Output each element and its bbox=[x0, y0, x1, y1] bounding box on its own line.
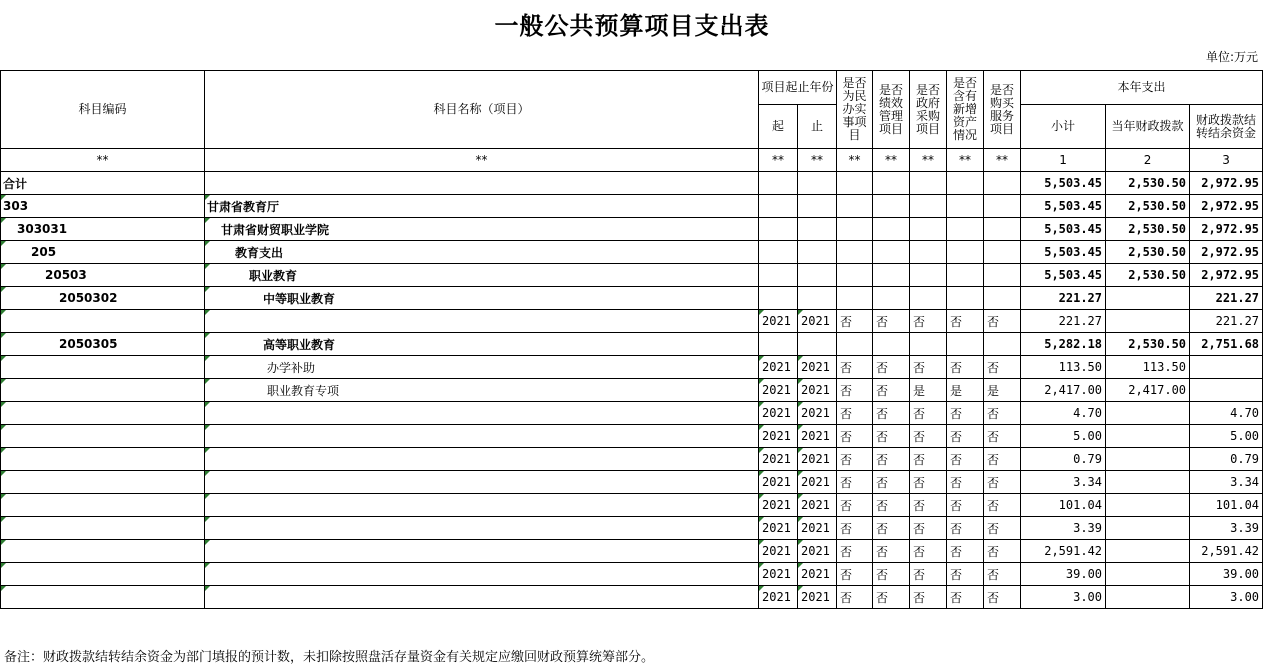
row-jixiao-flag: 否 bbox=[873, 586, 910, 609]
header-start: 起 bbox=[759, 105, 798, 149]
row-zichan-flag: 是 bbox=[947, 379, 984, 402]
row-code: 205 bbox=[1, 241, 205, 264]
row-minsheng-flag: 否 bbox=[837, 540, 873, 563]
row-caigou-flag: 否 bbox=[910, 471, 947, 494]
row-name bbox=[205, 172, 759, 195]
row-end-year: 2021 bbox=[798, 448, 837, 471]
row-fuwu-flag bbox=[984, 172, 1021, 195]
row-end-year: 2021 bbox=[798, 471, 837, 494]
header-subtotal: 小计 bbox=[1021, 105, 1106, 149]
row-fiscal bbox=[1106, 586, 1190, 609]
row-caigou-flag bbox=[910, 264, 947, 287]
row-fuwu-flag: 是 bbox=[984, 379, 1021, 402]
row-minsheng-flag: 否 bbox=[837, 425, 873, 448]
row-code bbox=[1, 563, 205, 586]
table-row bbox=[1, 402, 1263, 425]
row-fiscal: 2,417.00 bbox=[1106, 379, 1190, 402]
table-row bbox=[1, 287, 1263, 310]
row-name bbox=[205, 310, 759, 333]
row-jixiao-flag: 否 bbox=[873, 310, 910, 333]
row-jixiao-flag: 否 bbox=[873, 402, 910, 425]
row-zichan-flag: 否 bbox=[947, 448, 984, 471]
row-minsheng-flag bbox=[837, 264, 873, 287]
row-end-year: 2021 bbox=[798, 563, 837, 586]
row-caigou-flag: 是 bbox=[910, 379, 947, 402]
row-caigou-flag: 否 bbox=[910, 517, 947, 540]
column-number-3: 3 bbox=[1190, 149, 1263, 172]
row-caigou-flag bbox=[910, 172, 947, 195]
row-carry: 0.79 bbox=[1190, 448, 1263, 471]
row-caigou-flag: 否 bbox=[910, 402, 947, 425]
row-carry: 221.27 bbox=[1190, 310, 1263, 333]
row-name bbox=[205, 540, 759, 563]
row-carry: 2,591.42 bbox=[1190, 540, 1263, 563]
star-cell: ** bbox=[910, 149, 947, 172]
row-fiscal bbox=[1106, 448, 1190, 471]
row-start-year bbox=[759, 333, 798, 356]
row-zichan-flag: 否 bbox=[947, 471, 984, 494]
row-fuwu-flag: 否 bbox=[984, 494, 1021, 517]
row-start-year: 2021 bbox=[759, 586, 798, 609]
row-fuwu-flag: 否 bbox=[984, 310, 1021, 333]
row-code: 303 bbox=[1, 195, 205, 218]
row-fuwu-flag bbox=[984, 333, 1021, 356]
column-number-2: 2 bbox=[1106, 149, 1190, 172]
row-code: 2050305 bbox=[1, 333, 205, 356]
row-start-year: 2021 bbox=[759, 356, 798, 379]
row-caigou-flag bbox=[910, 287, 947, 310]
row-code bbox=[1, 402, 205, 425]
row-code bbox=[1, 540, 205, 563]
table-row bbox=[1, 241, 1263, 264]
row-zichan-flag: 否 bbox=[947, 425, 984, 448]
row-zichan-flag bbox=[947, 241, 984, 264]
row-code bbox=[1, 310, 205, 333]
table-row bbox=[1, 333, 1263, 356]
row-minsheng-flag bbox=[837, 287, 873, 310]
row-end-year bbox=[798, 218, 837, 241]
row-caigou-flag bbox=[910, 218, 947, 241]
row-jixiao-flag: 否 bbox=[873, 494, 910, 517]
row-jixiao-flag bbox=[873, 287, 910, 310]
header-years: 项目起止年份 bbox=[759, 71, 837, 105]
star-cell: ** bbox=[1, 149, 205, 172]
row-jixiao-flag: 否 bbox=[873, 540, 910, 563]
row-start-year: 2021 bbox=[759, 310, 798, 333]
row-jixiao-flag bbox=[873, 172, 910, 195]
row-caigou-flag bbox=[910, 333, 947, 356]
column-number-1: 1 bbox=[1021, 149, 1106, 172]
row-fuwu-flag bbox=[984, 218, 1021, 241]
row-carry: 2,751.68 bbox=[1190, 333, 1263, 356]
row-start-year: 2021 bbox=[759, 425, 798, 448]
row-end-year bbox=[798, 287, 837, 310]
row-carry: 2,972.95 bbox=[1190, 172, 1263, 195]
row-start-year: 2021 bbox=[759, 563, 798, 586]
row-start-year: 2021 bbox=[759, 471, 798, 494]
row-end-year bbox=[798, 195, 837, 218]
row-name bbox=[205, 517, 759, 540]
row-subtotal: 5,503.45 bbox=[1021, 264, 1106, 287]
row-name bbox=[205, 425, 759, 448]
row-fuwu-flag: 否 bbox=[984, 540, 1021, 563]
row-fiscal bbox=[1106, 402, 1190, 425]
table-row bbox=[1, 471, 1263, 494]
page-title: 一般公共预算项目支出表 bbox=[494, 11, 770, 40]
row-code bbox=[1, 517, 205, 540]
row-zichan-flag bbox=[947, 195, 984, 218]
row-fiscal bbox=[1106, 517, 1190, 540]
row-subtotal: 5,503.45 bbox=[1021, 241, 1106, 264]
row-fiscal bbox=[1106, 563, 1190, 586]
row-caigou-flag: 否 bbox=[910, 540, 947, 563]
row-fiscal: 113.50 bbox=[1106, 356, 1190, 379]
star-cell: ** bbox=[798, 149, 837, 172]
row-minsheng-flag: 否 bbox=[837, 402, 873, 425]
row-fuwu-flag bbox=[984, 241, 1021, 264]
row-code bbox=[1, 448, 205, 471]
row-end-year: 2021 bbox=[798, 425, 837, 448]
row-name: 教育支出 bbox=[205, 241, 759, 264]
row-end-year: 2021 bbox=[798, 402, 837, 425]
row-fiscal bbox=[1106, 287, 1190, 310]
row-start-year bbox=[759, 287, 798, 310]
row-jixiao-flag bbox=[873, 241, 910, 264]
row-subtotal: 2,591.42 bbox=[1021, 540, 1106, 563]
row-fiscal bbox=[1106, 425, 1190, 448]
row-zichan-flag bbox=[947, 264, 984, 287]
row-name: 高等职业教育 bbox=[205, 333, 759, 356]
row-jixiao-flag: 否 bbox=[873, 356, 910, 379]
row-start-year: 2021 bbox=[759, 494, 798, 517]
row-subtotal: 39.00 bbox=[1021, 563, 1106, 586]
row-fuwu-flag: 否 bbox=[984, 586, 1021, 609]
row-fiscal bbox=[1106, 540, 1190, 563]
row-end-year: 2021 bbox=[798, 517, 837, 540]
row-jixiao-flag bbox=[873, 333, 910, 356]
row-name bbox=[205, 448, 759, 471]
row-fuwu-flag: 否 bbox=[984, 563, 1021, 586]
table-row bbox=[1, 379, 1263, 402]
row-fiscal: 2,530.50 bbox=[1106, 172, 1190, 195]
row-start-year bbox=[759, 264, 798, 287]
table-row bbox=[1, 218, 1263, 241]
row-code: 合计 bbox=[1, 172, 205, 195]
row-end-year: 2021 bbox=[798, 379, 837, 402]
row-subtotal: 5,503.45 bbox=[1021, 218, 1106, 241]
row-caigou-flag bbox=[910, 195, 947, 218]
row-end-year bbox=[798, 264, 837, 287]
row-caigou-flag: 否 bbox=[910, 310, 947, 333]
row-subtotal: 113.50 bbox=[1021, 356, 1106, 379]
row-fuwu-flag bbox=[984, 195, 1021, 218]
table-row bbox=[1, 425, 1263, 448]
header-code: 科目编码 bbox=[1, 71, 205, 149]
row-zichan-flag: 否 bbox=[947, 517, 984, 540]
row-carry: 3.39 bbox=[1190, 517, 1263, 540]
row-zichan-flag bbox=[947, 172, 984, 195]
row-fuwu-flag: 否 bbox=[984, 425, 1021, 448]
row-zichan-flag: 否 bbox=[947, 310, 984, 333]
table-row bbox=[1, 494, 1263, 517]
row-subtotal: 3.39 bbox=[1021, 517, 1106, 540]
row-end-year: 2021 bbox=[798, 586, 837, 609]
row-name: 职业教育专项 bbox=[205, 379, 759, 402]
row-fuwu-flag bbox=[984, 264, 1021, 287]
row-fiscal: 2,530.50 bbox=[1106, 195, 1190, 218]
row-carry: 3.34 bbox=[1190, 471, 1263, 494]
row-jixiao-flag: 否 bbox=[873, 379, 910, 402]
star-cell: ** bbox=[759, 149, 798, 172]
row-code: 20503 bbox=[1, 264, 205, 287]
row-code bbox=[1, 425, 205, 448]
row-end-year bbox=[798, 333, 837, 356]
row-subtotal: 3.00 bbox=[1021, 586, 1106, 609]
header-caigou: 是否政府采购项目 bbox=[910, 71, 947, 149]
row-carry: 2,972.95 bbox=[1190, 218, 1263, 241]
row-fuwu-flag: 否 bbox=[984, 356, 1021, 379]
row-start-year: 2021 bbox=[759, 448, 798, 471]
row-name: 办学补助 bbox=[205, 356, 759, 379]
row-subtotal: 3.34 bbox=[1021, 471, 1106, 494]
row-subtotal: 5,503.45 bbox=[1021, 172, 1106, 195]
row-caigou-flag: 否 bbox=[910, 563, 947, 586]
row-subtotal: 221.27 bbox=[1021, 287, 1106, 310]
table-row bbox=[1, 586, 1263, 609]
row-start-year: 2021 bbox=[759, 517, 798, 540]
row-minsheng-flag bbox=[837, 241, 873, 264]
row-carry bbox=[1190, 379, 1263, 402]
row-subtotal: 2,417.00 bbox=[1021, 379, 1106, 402]
row-carry: 3.00 bbox=[1190, 586, 1263, 609]
row-fiscal bbox=[1106, 471, 1190, 494]
row-code: 303031 bbox=[1, 218, 205, 241]
row-zichan-flag bbox=[947, 218, 984, 241]
row-carry: 2,972.95 bbox=[1190, 195, 1263, 218]
row-fiscal: 2,530.50 bbox=[1106, 264, 1190, 287]
row-start-year: 2021 bbox=[759, 402, 798, 425]
row-fuwu-flag: 否 bbox=[984, 402, 1021, 425]
row-name: 甘肃省财贸职业学院 bbox=[205, 218, 759, 241]
star-cell: ** bbox=[984, 149, 1021, 172]
row-start-year bbox=[759, 218, 798, 241]
row-name bbox=[205, 494, 759, 517]
row-minsheng-flag bbox=[837, 195, 873, 218]
row-carry: 5.00 bbox=[1190, 425, 1263, 448]
row-caigou-flag: 否 bbox=[910, 425, 947, 448]
row-fuwu-flag bbox=[984, 287, 1021, 310]
table-row bbox=[1, 310, 1263, 333]
row-caigou-flag: 否 bbox=[910, 448, 947, 471]
row-name: 中等职业教育 bbox=[205, 287, 759, 310]
row-jixiao-flag: 否 bbox=[873, 425, 910, 448]
header-zichan: 是否含有新增资产情况 bbox=[947, 71, 984, 149]
row-minsheng-flag bbox=[837, 218, 873, 241]
table-row bbox=[1, 563, 1263, 586]
row-caigou-flag: 否 bbox=[910, 586, 947, 609]
row-jixiao-flag bbox=[873, 218, 910, 241]
row-minsheng-flag: 否 bbox=[837, 494, 873, 517]
row-zichan-flag: 否 bbox=[947, 356, 984, 379]
row-fuwu-flag: 否 bbox=[984, 448, 1021, 471]
row-code bbox=[1, 379, 205, 402]
table-row bbox=[1, 448, 1263, 471]
row-minsheng-flag: 否 bbox=[837, 517, 873, 540]
star-cell: ** bbox=[947, 149, 984, 172]
row-fiscal bbox=[1106, 310, 1190, 333]
row-zichan-flag bbox=[947, 333, 984, 356]
row-name: 甘肃省教育厅 bbox=[205, 195, 759, 218]
table-row bbox=[1, 264, 1263, 287]
row-code bbox=[1, 471, 205, 494]
row-code bbox=[1, 494, 205, 517]
row-minsheng-flag: 否 bbox=[837, 448, 873, 471]
row-end-year: 2021 bbox=[798, 356, 837, 379]
table-row bbox=[1, 540, 1263, 563]
row-minsheng-flag bbox=[837, 172, 873, 195]
row-zichan-flag: 否 bbox=[947, 540, 984, 563]
row-subtotal: 5.00 bbox=[1021, 425, 1106, 448]
row-carry: 101.04 bbox=[1190, 494, 1263, 517]
row-code: 2050302 bbox=[1, 287, 205, 310]
header-carry: 财政拨款结转结余资金 bbox=[1190, 105, 1263, 149]
table-row bbox=[1, 356, 1263, 379]
row-start-year bbox=[759, 195, 798, 218]
row-caigou-flag: 否 bbox=[910, 356, 947, 379]
row-minsheng-flag: 否 bbox=[837, 356, 873, 379]
table-row bbox=[1, 195, 1263, 218]
row-jixiao-flag: 否 bbox=[873, 471, 910, 494]
row-end-year bbox=[798, 241, 837, 264]
header-end: 止 bbox=[798, 105, 837, 149]
row-minsheng-flag: 否 bbox=[837, 563, 873, 586]
footnote: 备注：财政拨款结转结余资金为部门填报的预计数，未扣除按照盘活存量资金有关规定应缴回财政预算统筹部分。 bbox=[4, 650, 655, 665]
row-jixiao-flag: 否 bbox=[873, 448, 910, 471]
row-start-year: 2021 bbox=[759, 540, 798, 563]
row-end-year: 2021 bbox=[798, 494, 837, 517]
row-start-year: 2021 bbox=[759, 379, 798, 402]
row-carry: 4.70 bbox=[1190, 402, 1263, 425]
expenditure-table bbox=[0, 70, 1263, 609]
row-name bbox=[205, 402, 759, 425]
row-subtotal: 5,503.45 bbox=[1021, 195, 1106, 218]
row-jixiao-flag bbox=[873, 195, 910, 218]
row-code bbox=[1, 586, 205, 609]
row-jixiao-flag: 否 bbox=[873, 563, 910, 586]
row-carry: 221.27 bbox=[1190, 287, 1263, 310]
header-fiscal: 当年财政拨款 bbox=[1106, 105, 1190, 149]
table-row bbox=[1, 172, 1263, 195]
row-minsheng-flag: 否 bbox=[837, 471, 873, 494]
row-caigou-flag: 否 bbox=[910, 494, 947, 517]
row-end-year: 2021 bbox=[798, 310, 837, 333]
row-carry: 2,972.95 bbox=[1190, 264, 1263, 287]
row-subtotal: 221.27 bbox=[1021, 310, 1106, 333]
row-subtotal: 5,282.18 bbox=[1021, 333, 1106, 356]
row-end-year: 2021 bbox=[798, 540, 837, 563]
row-code bbox=[1, 356, 205, 379]
row-zichan-flag: 否 bbox=[947, 402, 984, 425]
header-fuwu: 是否购买服务项目 bbox=[984, 71, 1021, 149]
row-carry: 2,972.95 bbox=[1190, 241, 1263, 264]
row-fiscal: 2,530.50 bbox=[1106, 218, 1190, 241]
row-name bbox=[205, 471, 759, 494]
star-cell: ** bbox=[837, 149, 873, 172]
header-jixiao: 是否绩效管理项目 bbox=[873, 71, 910, 149]
row-name: 职业教育 bbox=[205, 264, 759, 287]
row-end-year bbox=[798, 172, 837, 195]
row-fiscal bbox=[1106, 494, 1190, 517]
unit-label: 单位:万元 bbox=[1205, 50, 1258, 64]
row-minsheng-flag: 否 bbox=[837, 586, 873, 609]
row-jixiao-flag: 否 bbox=[873, 517, 910, 540]
row-subtotal: 101.04 bbox=[1021, 494, 1106, 517]
header-expense: 本年支出 bbox=[1021, 71, 1263, 105]
row-start-year bbox=[759, 241, 798, 264]
row-minsheng-flag bbox=[837, 333, 873, 356]
header-name: 科目名称（项目） bbox=[205, 71, 759, 149]
row-carry: 39.00 bbox=[1190, 563, 1263, 586]
row-fuwu-flag: 否 bbox=[984, 471, 1021, 494]
row-minsheng-flag: 否 bbox=[837, 379, 873, 402]
table-row bbox=[1, 517, 1263, 540]
row-subtotal: 0.79 bbox=[1021, 448, 1106, 471]
row-minsheng-flag: 否 bbox=[837, 310, 873, 333]
row-jixiao-flag bbox=[873, 264, 910, 287]
row-fuwu-flag: 否 bbox=[984, 517, 1021, 540]
star-cell: ** bbox=[873, 149, 910, 172]
row-fiscal: 2,530.50 bbox=[1106, 241, 1190, 264]
row-fiscal: 2,530.50 bbox=[1106, 333, 1190, 356]
row-name bbox=[205, 586, 759, 609]
row-zichan-flag bbox=[947, 287, 984, 310]
row-start-year bbox=[759, 172, 798, 195]
row-zichan-flag: 否 bbox=[947, 586, 984, 609]
row-zichan-flag: 否 bbox=[947, 563, 984, 586]
row-zichan-flag: 否 bbox=[947, 494, 984, 517]
row-carry bbox=[1190, 356, 1263, 379]
header-minsheng: 是否为民办实事项目 bbox=[837, 71, 873, 149]
row-name bbox=[205, 563, 759, 586]
row-caigou-flag bbox=[910, 241, 947, 264]
star-cell: ** bbox=[205, 149, 759, 172]
row-subtotal: 4.70 bbox=[1021, 402, 1106, 425]
